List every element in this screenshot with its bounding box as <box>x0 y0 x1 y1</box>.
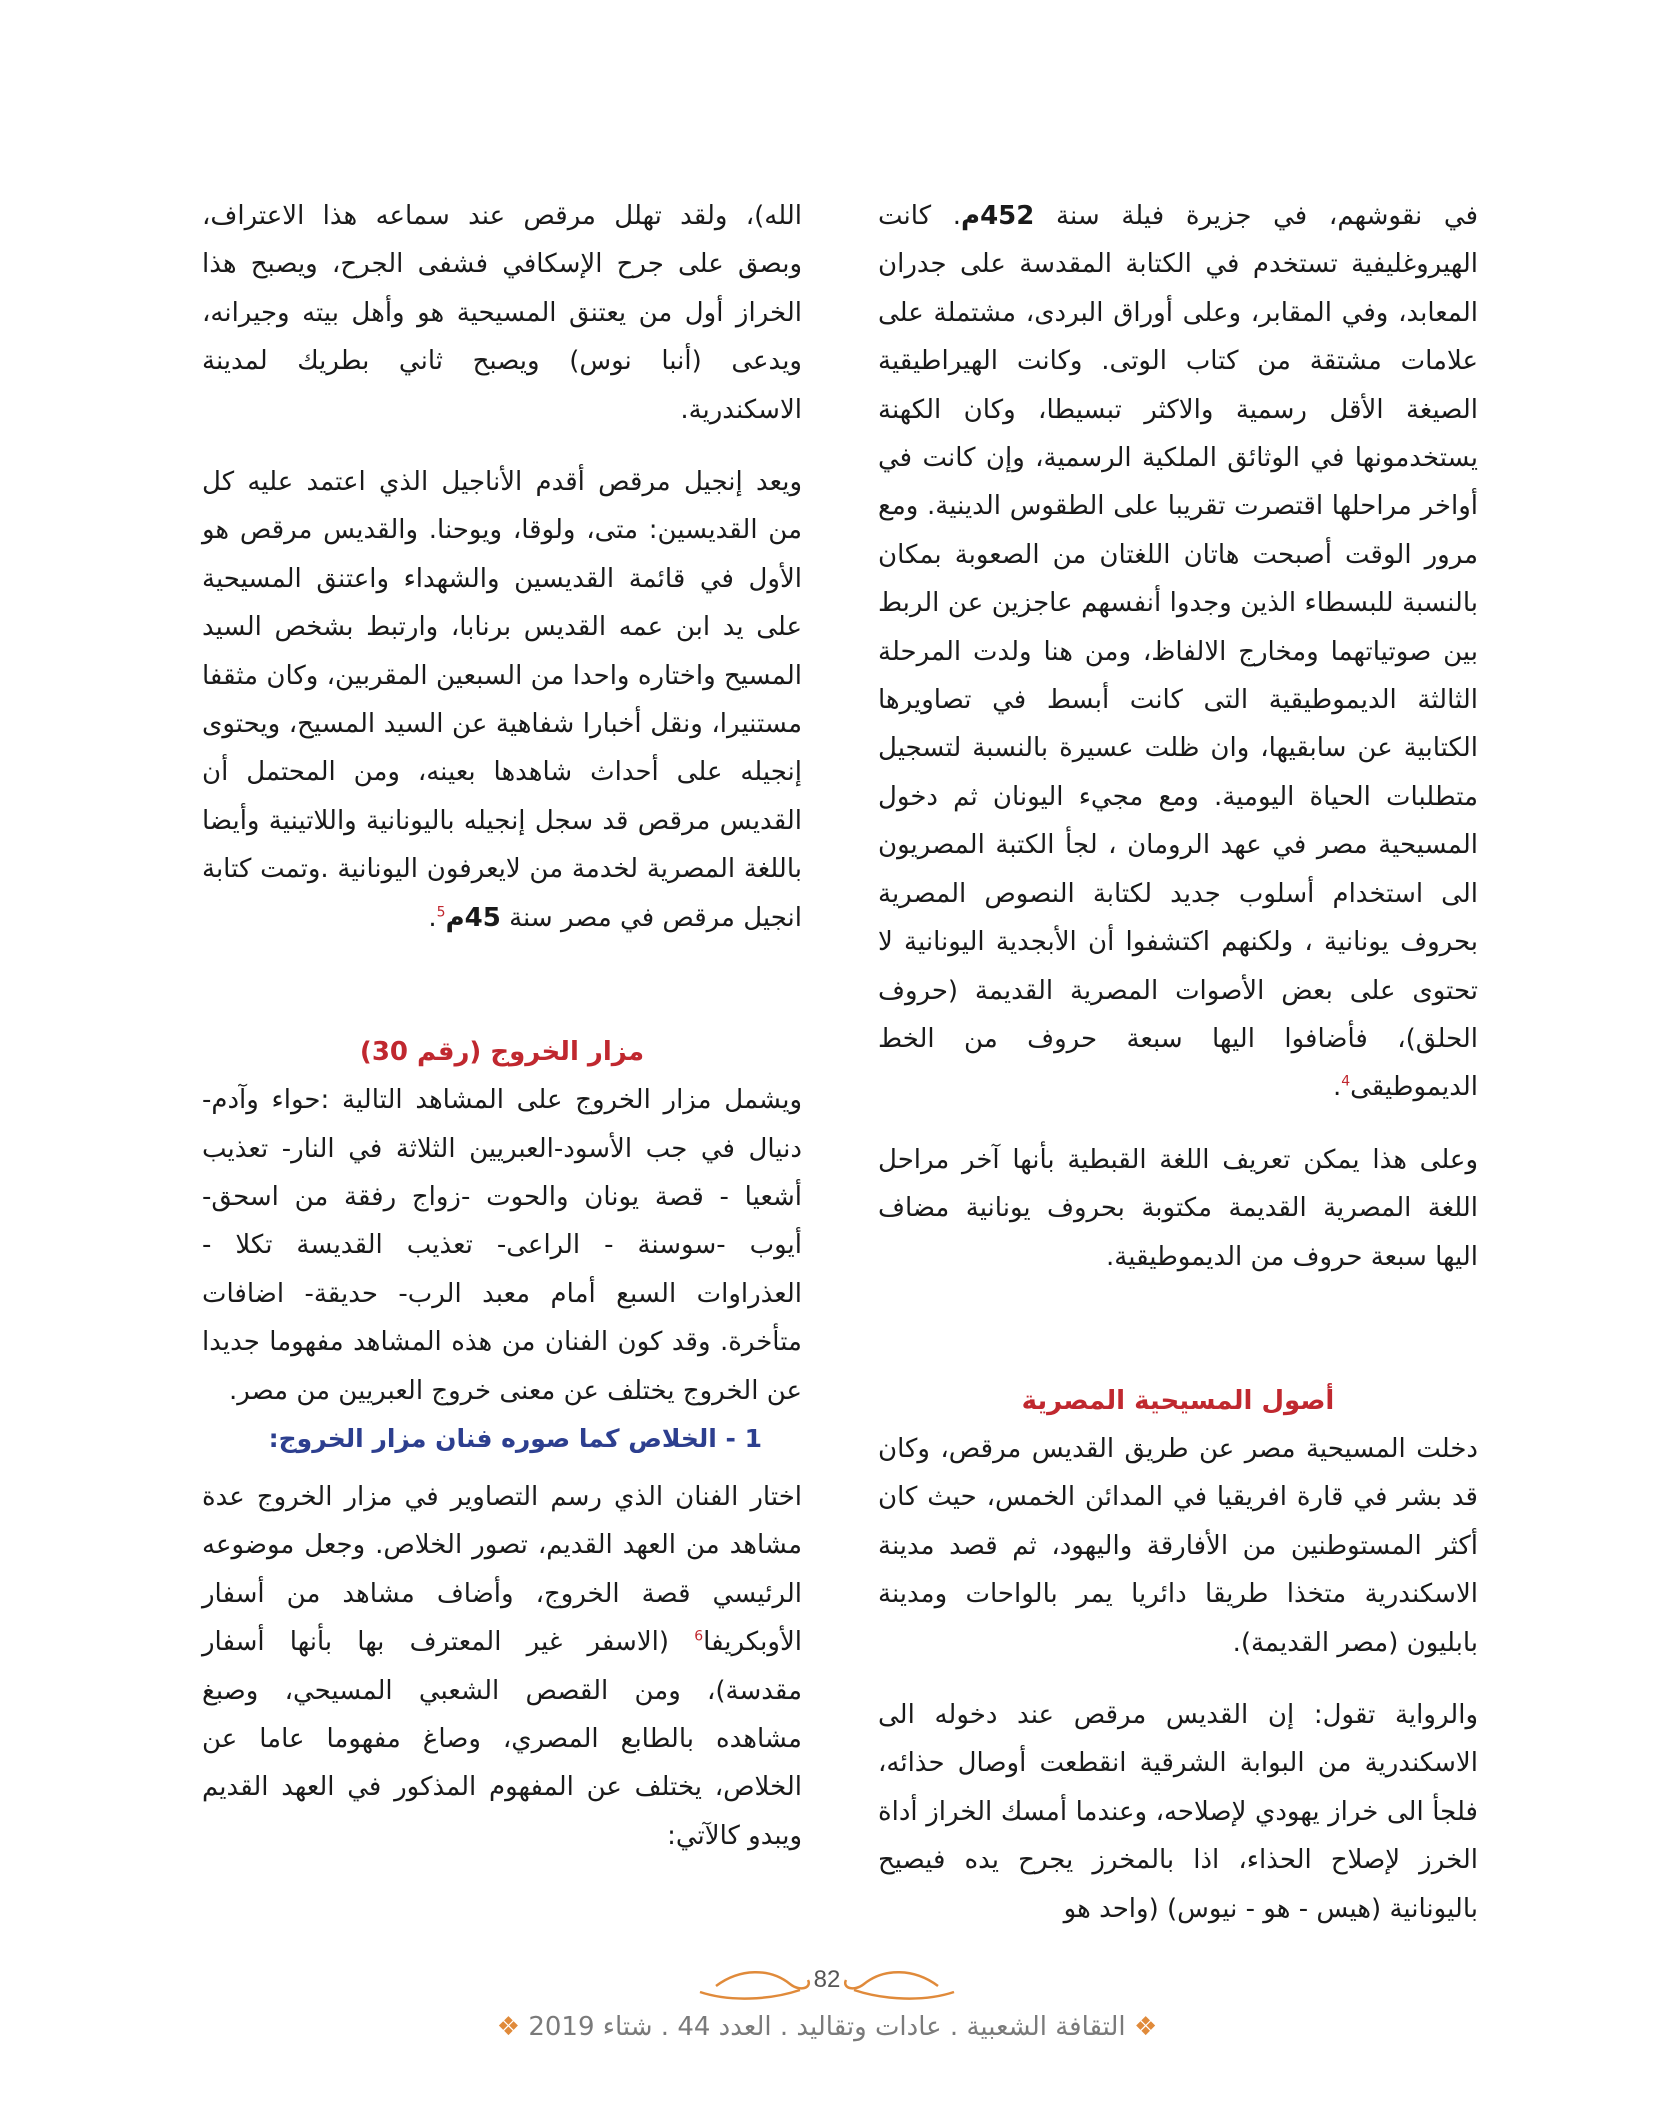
text: . كانت الهيروغليفية تستخدم في الكتابة المقدسة على جدران المعابد، وفي المقابر، وعلى أوراق البردى، مشتملة على علامات مشتقة من كتاب الوتى. وكانت الهيراطيقية الصيغة الأقل رسمية والاكثر تبسيطا، وكان الكهنة يستخدمونها في الوثائق الملكية الرسمية، وإن كانت في أواخر مراحلها اقتصرت تقريبا على الطقوس الدينية. ومع مرور الوقت أصبحت هاتان اللغتان من الصعوبة بمكان بالنسبة للبسطاء الذين وجدوا أنفسهم عاجزين عن الربط بين صوتياتهما ومخارج الالفاظ، ومن هنا ولدت المرحلة الثالثة الديموطيقية التى كانت أبسط في تصاويرها الكتابية عن سابقيها، وان ظلت عسيرة بالنسبة لتسجيل متطلبات الحياة اليومية. ومع مجيء اليونان ثم دخول المسيحية مصر في عهد الرومان ، لجأ الكتبة المصريون الى استخدام أسلوب جديد لكتابة النصوص المصرية بحروف يونانية ، ولكنهم اكتشفوا أن الأبجدية اليونانية لا تحتوى على بعض الأصوات المصرية القديمة (حروف الحلق)، فأضافوا اليها سبعة حروف من الخط الديموطيقى <box>878 201 1478 1103</box>
text: . <box>1332 1072 1342 1103</box>
left-column <box>202 192 802 1860</box>
issue-info: التقافة الشعبية . عادات وتقاليد . العدد 44 . شتاء 2019 <box>528 2012 1126 2042</box>
text: (الاسفر غير المعترف بها بأنها أسفار مقدسة)، ومن القصص الشعبي المسيحي، وصبغ مشاهده بالطابع المصري، وصاغ مفهوما عاما عن الخلاص، يختلف عن المفهوم المذكور في العهد القديم ويبدو كالآتي: <box>202 1627 802 1851</box>
year: 45م <box>445 902 501 933</box>
section-heading: أصول المسيحية المصرية <box>1021 1385 1335 1416</box>
text: اختار الفنان الذي رسم التصاوير في مزار الخروج عدة مشاهد من العهد القديم، تصور الخلاص. وجعل موضوعه الرئيسي قصة الخروج، وأضاف مشاهد من أسفار الأوبكريفا <box>202 1481 802 1658</box>
right-column <box>878 192 1478 1933</box>
paragraph: الله)، ولقد تهلل مرقص عند سماعه هذا الاعتراف، وبصق على جرح الإسكافي فشفى الجرح، ويصبح هذا الخراز أول من يعتنق المسيحية هو وأهل بيته وجيرانه، ويدعى (أنبا نوس) ويصبح ثاني بطريك لمدينة الاسكندرية. <box>202 201 802 425</box>
paragraph <box>202 1473 802 1860</box>
footnote-ref[interactable]: 6 <box>694 1628 704 1645</box>
page-number: 82 <box>813 1966 841 1993</box>
footnote-ref[interactable]: 4 <box>1341 1073 1351 1090</box>
paragraph: ويشمل مزار الخروج على المشاهد التالية :حواء وآدم- دنيال في جب الأسود-العبريين الثلاثة في النار- تعذيب أشعيا - قصة يونان والحوت -زواج رفقة من اسحق- أيوب -سوسنة - الراعى- تعذيب القديسة تكلا - العذراوات السبع أمام معبد الرب- حديقة- اضافات متأخرة. وقد كون الفنان من هذه المشاهد مفهوما جديدا عن الخروج يختلف عن معنى خروج العبريين من مصر. <box>202 1085 802 1406</box>
year: 452م <box>961 201 1035 231</box>
paragraph: والرواية تقول: إن القديس مرقص عند دخوله الى الاسكندرية من البوابة الشرقية انقطعت أوصال حذائه، فلجأ الى خراز يهودي لإصلاحه، وعندما أمسك الخراز أداة الخرز لإصلاح الحذاء، اذا بالمخرز يجرح يده فيصيح باليونانية (هيس - هو - نيوس) (واحد هو <box>878 1699 1478 1924</box>
footer-text <box>0 2012 1654 2042</box>
paragraph: وعلى هذا يمكن تعريف اللغة القبطية بأنها آخر مراحل اللغة المصرية القديمة مكتوبة بحروف يونانية مضاف اليها سبعة حروف من الديموطيقية. <box>878 1144 1478 1272</box>
text: في نقوشهم، في جزيرة فيلة سنة <box>1034 201 1478 231</box>
text: ويعد إنجيل مرقص أقدم الأناجيل الذي اعتمد عليه كل من القديسين: متى، ولوقا، ويوحنا. والقديس مرقص هو الأول في قائمة القديسين والشهداء واعتنق المسيحية على يد ابن عمه القديس برنابا، وارتبط بشخص السيد المسيح واختاره واحدا من السبعين المقربين، وكان مثقفا مستنيرا، ونقل أخبارا شفاهية عن السيد المسيح، ويحتوى إنجيله على أحداث شاهدها بعينه، ومن المحتمل أن القديس مرقص قد سجل إنجيله باليونانية واللاتينية وأيضا باللغة المصرية لخدمة من لايعرفون اليونانية .وتمت كتابة انجيل مرقص في مصر سنة <box>202 467 802 933</box>
arrow-icon: ❖ <box>496 2012 521 2042</box>
footnote-ref[interactable]: 5 <box>436 904 446 921</box>
paragraph <box>202 458 802 942</box>
text: . <box>428 902 437 933</box>
paragraph <box>878 192 1478 1112</box>
sub-heading: 1 - الخلاص كما صوره فنان مزار الخروج: <box>268 1423 762 1453</box>
arrow-icon: ❖ <box>1133 2012 1158 2042</box>
section-heading: مزار الخروج (رقم 30) <box>359 1037 645 1068</box>
paragraph: دخلت المسيحية مصر عن طريق القديس مرقص، وكان قد بشر في قارة افريقيا في المدائن الخمس، حيث كان أكثر المستوطنين من الأفارقة واليهود، ثم قصد مدينة الاسكندرية متخذا طريقا دائريا يمر بالواحات ومدينة بابليون (مصر القديمة). <box>878 1433 1478 1658</box>
